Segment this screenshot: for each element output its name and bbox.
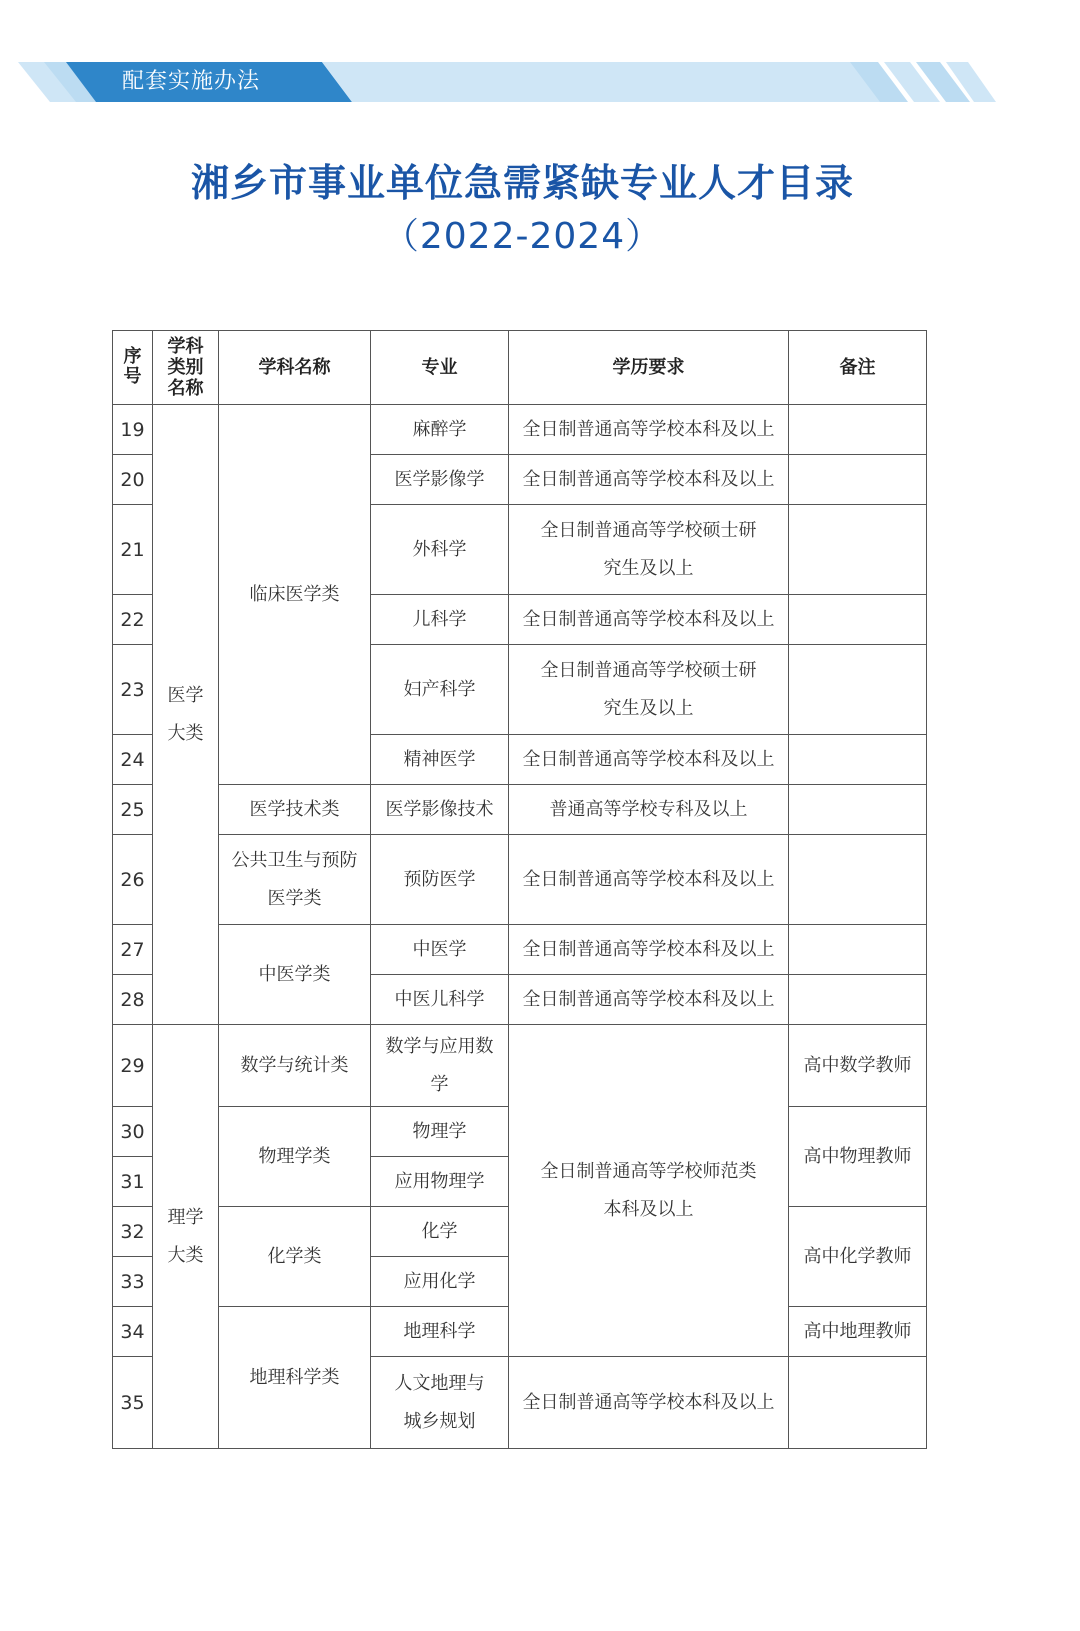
table-row (113, 925, 927, 975)
cell-subject-geo: 地理科学类 (219, 1307, 371, 1449)
cell-seq: 29 (113, 1025, 153, 1107)
cell-subject-chemistry: 化学类 (219, 1207, 371, 1307)
cell-seq: 32 (113, 1207, 153, 1257)
header-subject: 学科名称 (219, 331, 371, 405)
cell-note (789, 975, 927, 1025)
cell-seq: 20 (113, 455, 153, 505)
cell-seq: 28 (113, 975, 153, 1025)
cell-note-math: 高中数学教师 (789, 1025, 927, 1107)
section-banner (0, 62, 1080, 102)
table-row (113, 785, 927, 835)
cell-major: 精神医学 (371, 735, 509, 785)
cell-note (789, 735, 927, 785)
cell-major: 妇产科学 (371, 645, 509, 735)
cell-seq: 34 (113, 1307, 153, 1357)
cell-note (789, 925, 927, 975)
cell-note-geo: 高中地理教师 (789, 1307, 927, 1357)
page-subtitle: （2022-2024） (382, 216, 663, 257)
cell-group-science: 理学大类 (153, 1025, 219, 1449)
cell-major: 应用化学 (371, 1257, 509, 1307)
header-major: 专业 (371, 331, 509, 405)
cell-education: 全日制普通高等学校本科及以上 (509, 975, 789, 1025)
cell-seq: 24 (113, 735, 153, 785)
cell-major: 麻醉学 (371, 405, 509, 455)
cell-education-merged: 全日制普通高等学校师范类本科及以上 (509, 1025, 789, 1357)
cell-education: 全日制普通高等学校本科及以上 (509, 405, 789, 455)
cell-subject-clinical: 临床医学类 (219, 405, 371, 785)
cell-seq: 30 (113, 1107, 153, 1157)
cell-seq: 33 (113, 1257, 153, 1307)
cell-education: 全日制普通高等学校本科及以上 (509, 1357, 789, 1449)
table-row (113, 835, 927, 925)
header-education: 学历要求 (509, 331, 789, 405)
cell-note (789, 1357, 927, 1449)
cell-note (789, 835, 927, 925)
cell-seq: 23 (113, 645, 153, 735)
talent-catalog-table (112, 330, 927, 1449)
header-note: 备注 (789, 331, 927, 405)
cell-note (789, 595, 927, 645)
cell-major: 物理学 (371, 1107, 509, 1157)
header-category: 学科类别名称 (153, 331, 219, 405)
cell-major: 地理科学 (371, 1307, 509, 1357)
cell-education: 普通高等学校专科及以上 (509, 785, 789, 835)
cell-note (789, 405, 927, 455)
cell-education: 全日制普通高等学校本科及以上 (509, 835, 789, 925)
cell-note (789, 785, 927, 835)
cell-major: 中医儿科学 (371, 975, 509, 1025)
cell-note-physics: 高中物理教师 (789, 1107, 927, 1207)
cell-major: 外科学 (371, 505, 509, 595)
cell-seq: 25 (113, 785, 153, 835)
cell-major: 应用物理学 (371, 1157, 509, 1207)
cell-group-medicine: 医学大类 (153, 405, 219, 1025)
cell-seq: 26 (113, 835, 153, 925)
cell-subject-physics: 物理学类 (219, 1107, 371, 1207)
table-header-row (113, 331, 927, 405)
cell-major: 中医学 (371, 925, 509, 975)
cell-major: 医学影像学 (371, 455, 509, 505)
cell-education: 全日制普通高等学校本科及以上 (509, 735, 789, 785)
cell-education: 全日制普通高等学校硕士研究生及以上 (509, 645, 789, 735)
cell-education: 全日制普通高等学校本科及以上 (509, 595, 789, 645)
cell-note-chemistry: 高中化学教师 (789, 1207, 927, 1307)
cell-seq: 31 (113, 1157, 153, 1207)
table-row (113, 405, 927, 455)
cell-seq: 27 (113, 925, 153, 975)
cell-seq: 22 (113, 595, 153, 645)
cell-major: 医学影像技术 (371, 785, 509, 835)
cell-major: 预防医学 (371, 835, 509, 925)
cell-major: 化学 (371, 1207, 509, 1257)
cell-subject-tcm: 中医学类 (219, 925, 371, 1025)
cell-education: 全日制普通高等学校硕士研究生及以上 (509, 505, 789, 595)
cell-note (789, 455, 927, 505)
table-row (113, 1025, 927, 1107)
cell-subject-publichealth: 公共卫生与预防医学类 (219, 835, 371, 925)
cell-seq: 35 (113, 1357, 153, 1449)
cell-subject-math: 数学与统计类 (219, 1025, 371, 1107)
section-label: 配套实施办法 (122, 69, 261, 94)
cell-note (789, 505, 927, 595)
cell-education: 全日制普通高等学校本科及以上 (509, 455, 789, 505)
cell-note (789, 645, 927, 735)
header-seq: 序号 (113, 331, 153, 405)
cell-major: 数学与应用数学 (371, 1025, 509, 1107)
cell-major: 儿科学 (371, 595, 509, 645)
cell-major: 人文地理与城乡规划 (371, 1357, 509, 1449)
cell-subject-medtech: 医学技术类 (219, 785, 371, 835)
cell-education: 全日制普通高等学校本科及以上 (509, 925, 789, 975)
cell-seq: 19 (113, 405, 153, 455)
cell-seq: 21 (113, 505, 153, 595)
page-title: 湘乡市事业单位急需紧缺专业人才目录 (190, 161, 854, 205)
